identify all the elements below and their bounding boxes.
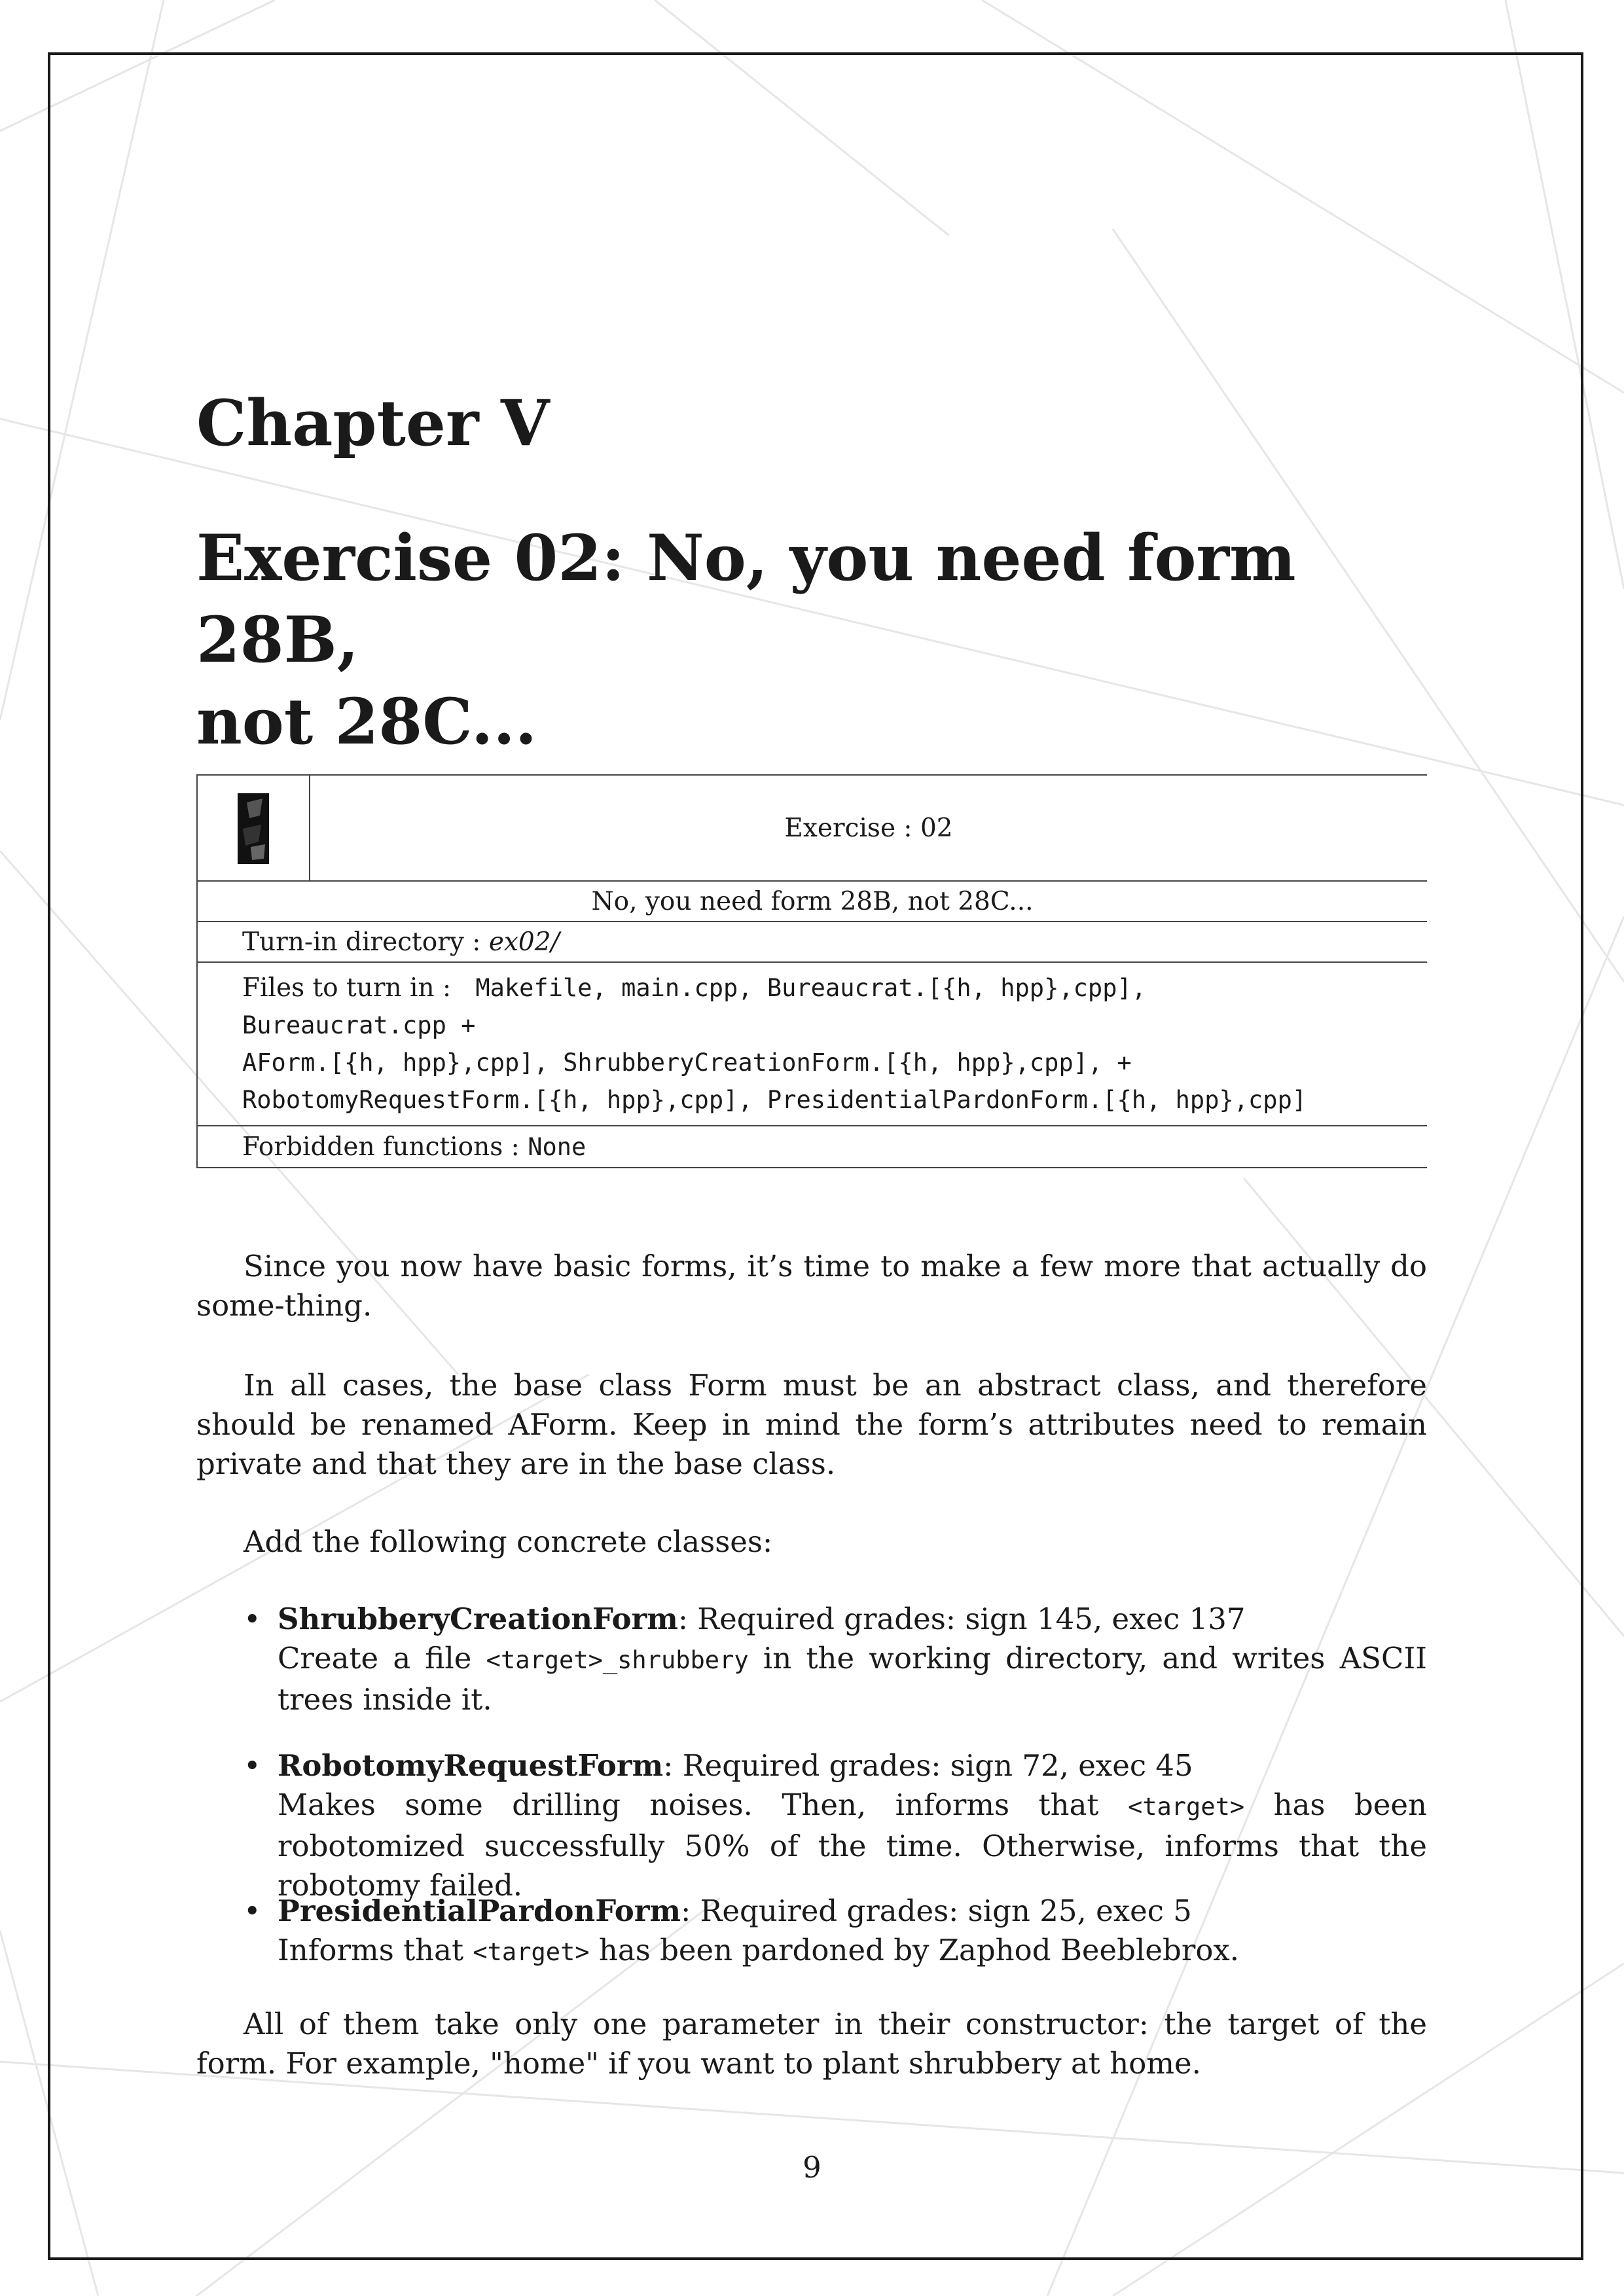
files-label: Files to turn in :	[242, 973, 460, 1003]
bullet-dot-icon: •	[244, 1748, 261, 1783]
exercise-info-box	[196, 774, 1427, 1168]
class-desc-pre: Informs that	[278, 1933, 473, 1967]
files-line3: AForm.[{h, hpp},cpp], ShrubberyCreationForm.[{h, hpp},cpp], +	[242, 1049, 1132, 1077]
exercise-header-row	[198, 776, 1427, 882]
class-name: ShrubberyCreationForm	[278, 1602, 678, 1636]
forbidden-value: None	[528, 1132, 586, 1161]
class-desc-post: has been pardoned by Zaphod Beeblebrox.	[589, 1933, 1240, 1967]
bullet-dot-icon: •	[244, 1893, 261, 1928]
bullet-presidential	[244, 1892, 1427, 1972]
school-logo	[198, 776, 310, 880]
abstract-class-paragraph: In all cases, the base class Form must be an abstract class, and therefore should be renamed AForm. Keep in mind the form’s attributes need to remain private and that they are in the base class.	[196, 1368, 1427, 1481]
class-name: RobotomyRequestForm	[278, 1748, 664, 1783]
class-desc-post: in the working directory, and writes ASCII trees inside it.	[278, 1641, 1427, 1717]
page-number: 9	[803, 2150, 821, 2185]
turn-in-value: ex02/	[488, 927, 560, 957]
bullet-robotomy	[244, 1746, 1427, 1905]
constructor-paragraph: All of them take only one parameter in their constructor: the target of the form. For example, "home" if you want to plant shrubbery at home.	[196, 2007, 1427, 2081]
exercise-number: Exercise : 02	[784, 813, 953, 843]
logo-icon	[235, 789, 272, 867]
turn-in-label: Turn-in directory :	[242, 927, 481, 957]
files-to-turn-in	[198, 963, 1427, 1126]
bullet-shrubbery	[244, 1600, 1427, 1719]
intro-paragraph: Since you now have basic forms, it’s time to make a few more that actually do some-thing.	[196, 1249, 1427, 1323]
files-line2: Bureaucrat.cpp +	[242, 1011, 476, 1039]
forbidden-label: Forbidden functions :	[242, 1132, 520, 1162]
class-desc-pre: Create a file	[278, 1641, 486, 1676]
bullet-dot-icon: •	[244, 1602, 261, 1636]
exercise-title	[196, 517, 1427, 762]
exercise-title-line2: not 28C...	[196, 685, 537, 759]
concrete-classes-intro: Add the following concrete classes:	[244, 1524, 773, 1559]
files-line1: Makefile, main.cpp, Bureaucrat.[{h, hpp},cpp],	[475, 974, 1147, 1002]
class-name: PresidentialPardonForm	[278, 1893, 681, 1928]
files-line4: RobotomyRequestForm.[{h, hpp},cpp], PresidentialPardonForm.[{h, hpp},cpp]	[242, 1086, 1307, 1114]
class-desc-post: has been robotomized successfully 50% of the time. Otherwise, informs that the robotomy failed.	[278, 1787, 1427, 1903]
turn-in-directory	[198, 922, 1427, 963]
class-desc-code: <target>_shrubbery	[486, 1646, 749, 1674]
class-grades: : Required grades: sign 72, exec 45	[663, 1748, 1193, 1783]
chapter-heading: Chapter V	[196, 386, 550, 460]
class-desc-pre: Makes some drilling noises. Then, informs that	[278, 1787, 1128, 1822]
class-desc-code: <target>	[1127, 1793, 1245, 1821]
exercise-subtitle: No, you need form 28B, not 28C...	[198, 882, 1427, 922]
exercise-title-line1: Exercise 02: No, you need form 28B,	[196, 521, 1296, 677]
class-desc-code: <target>	[473, 1938, 590, 1966]
class-grades: : Required grades: sign 25, exec 5	[681, 1893, 1192, 1928]
class-grades: : Required grades: sign 145, exec 137	[677, 1602, 1246, 1636]
forbidden-functions	[198, 1126, 1427, 1167]
